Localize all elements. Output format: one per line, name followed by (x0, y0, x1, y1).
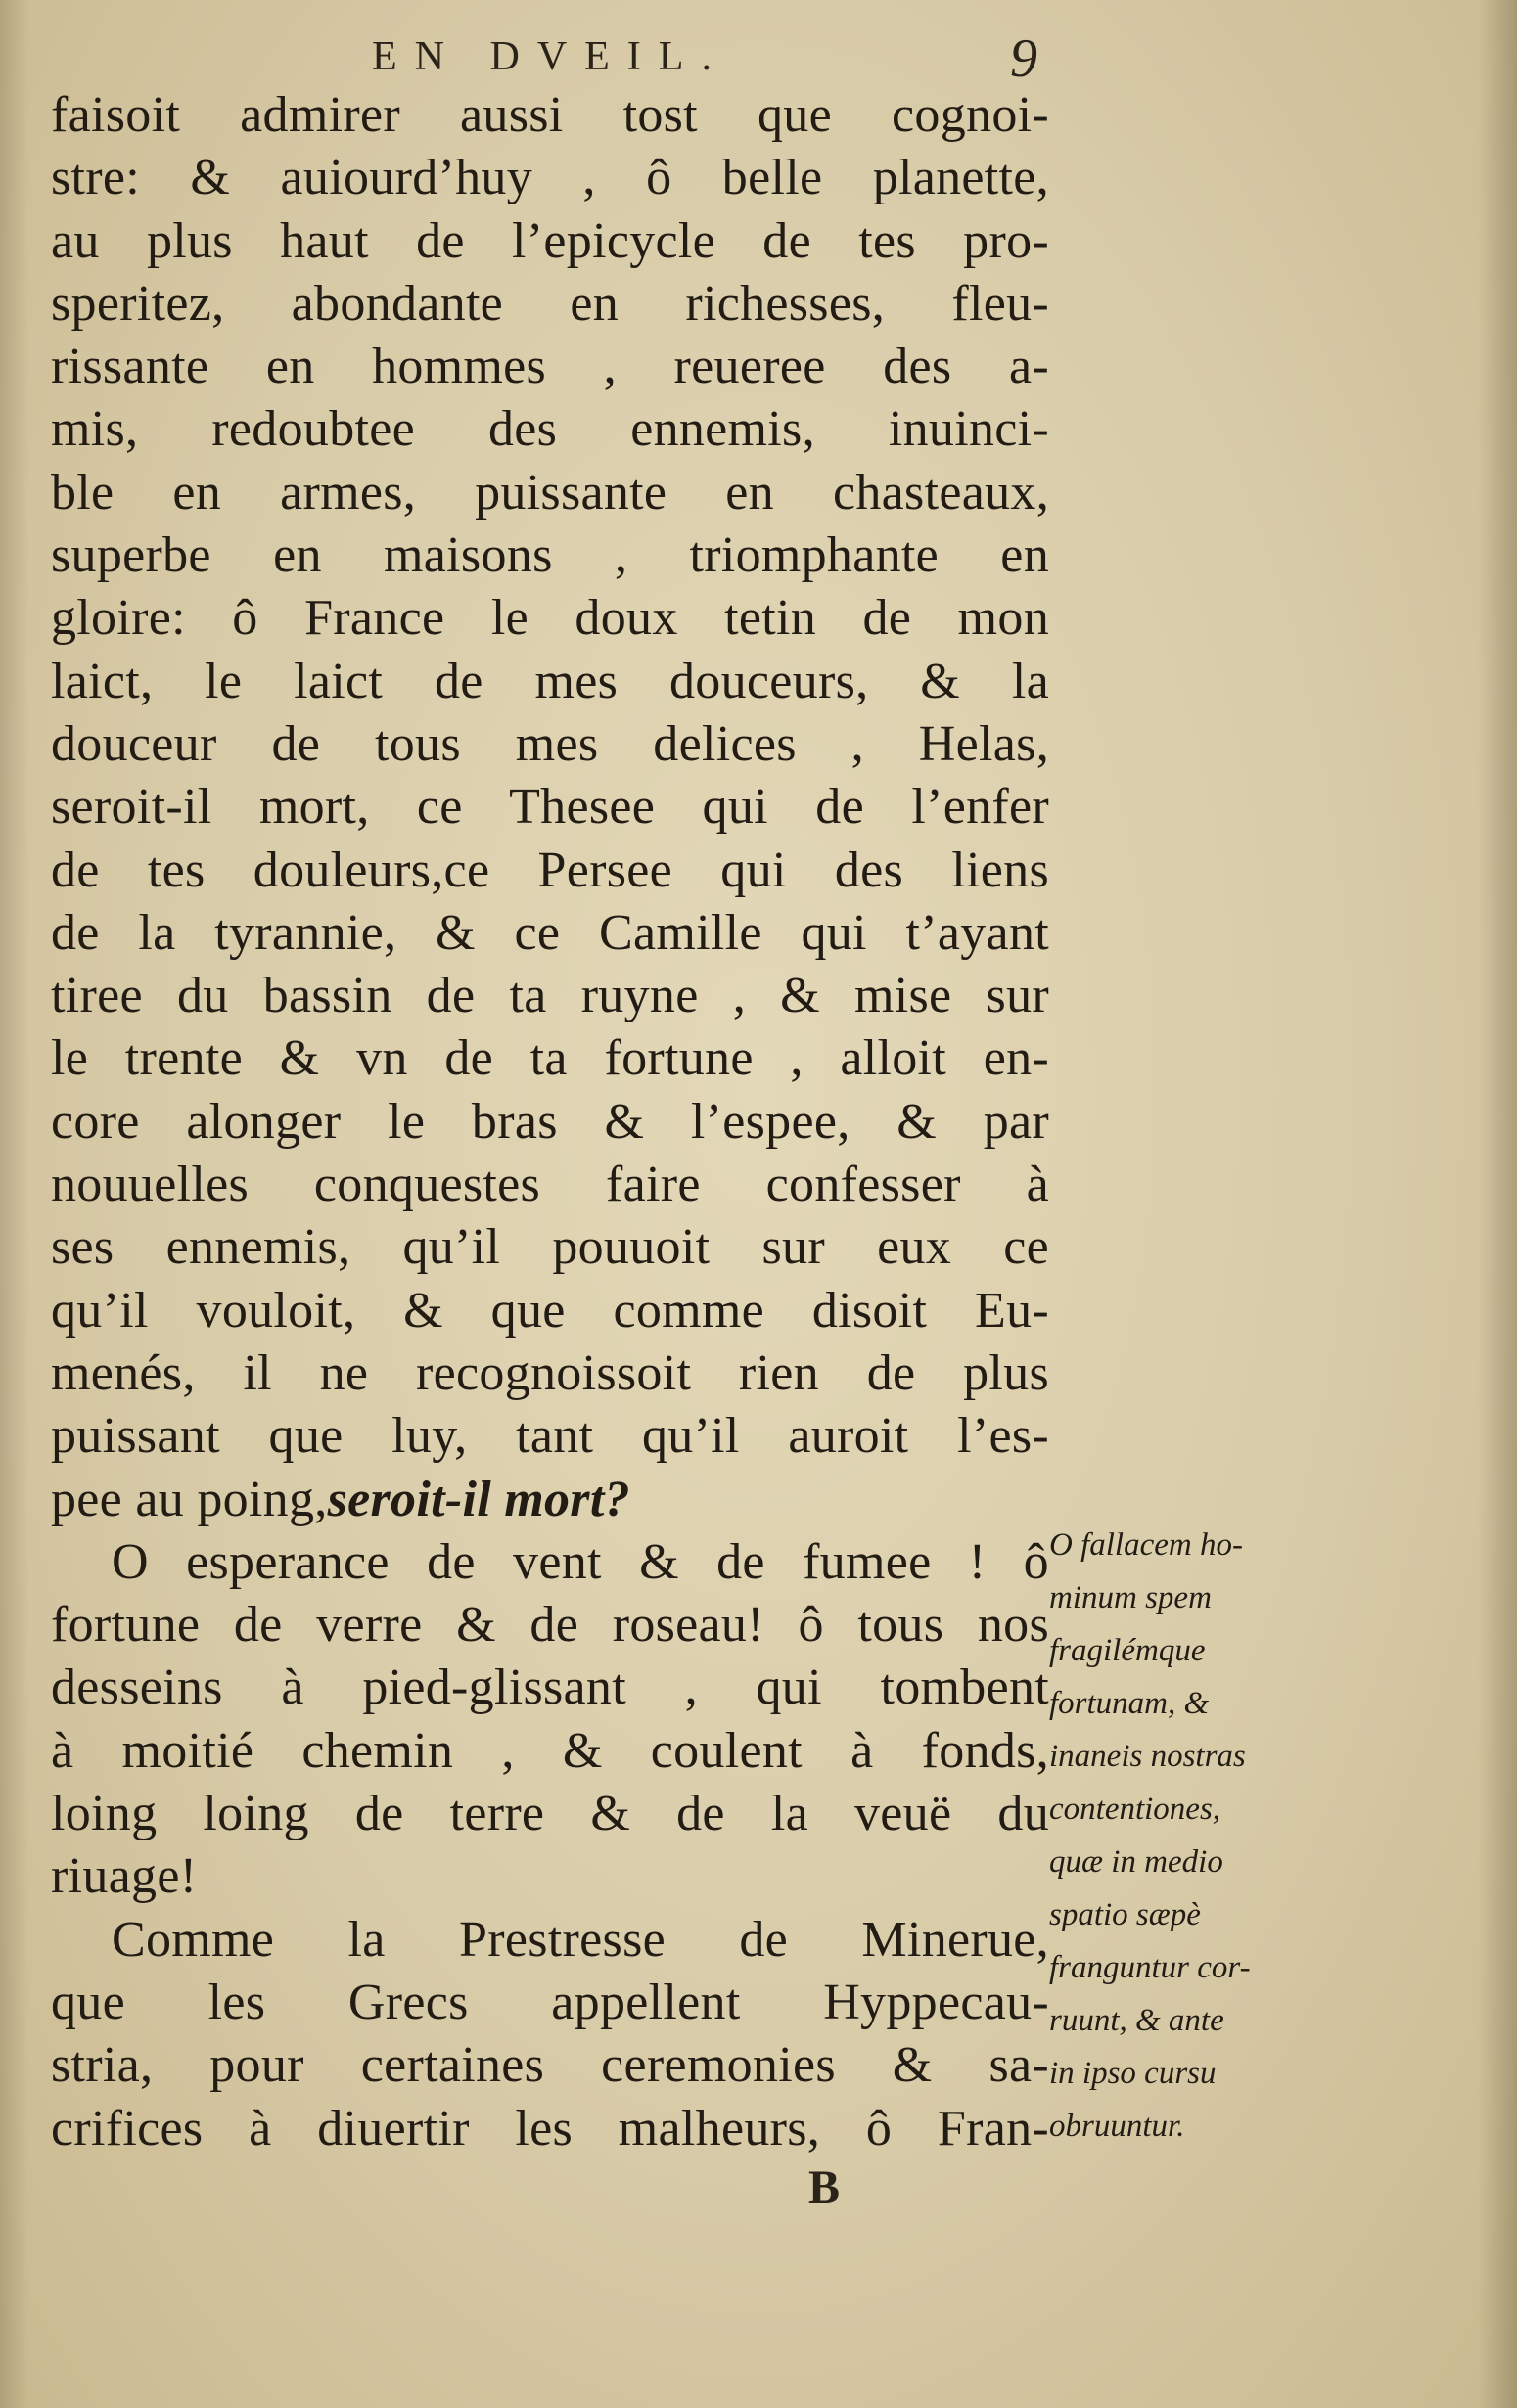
text-line: qu’il vouloit, & que comme disoit Eu- (51, 1282, 1049, 1339)
marginal-line: O fallacem ho- (1049, 1527, 1243, 1563)
marginal-line: ruunt, & ante (1049, 2003, 1224, 2038)
text-line: stre: & auiourd’huy , ô belle planette, (51, 150, 1049, 206)
text-line: seroit-il mort, ce Thesee qui de l’enfer (51, 779, 1049, 836)
text-line-with-italic (51, 1469, 1049, 1531)
paragraph-2-line: fortune de verre & de roseau! ô tous nos (51, 1597, 1049, 1654)
marginal-line: spatio sæpè (1049, 1897, 1201, 1932)
main-text-block (51, 84, 1049, 2160)
text-line: au plus haut de l’epicycle de tes pro- (51, 212, 1049, 269)
text-line: gloire: ô France le doux tetin de mon (51, 590, 1049, 647)
paragraph-3-line: Comme la Prestresse de Minerue, (112, 1911, 1049, 1968)
marginal-line: minum spem (1049, 1580, 1212, 1615)
gutter-shadow (0, 0, 29, 2408)
paragraph-3-line: stria, pour certaines ceremonies & sa- (51, 2037, 1049, 2094)
marginal-line: fragilémque (1049, 1633, 1206, 1668)
text-line: faisoit admirer aussi tost que cognoi- (51, 87, 1049, 143)
marginal-line: contentiones, (1049, 1792, 1221, 1827)
text-line: laict, le laict de mes douceurs, & la (51, 653, 1049, 709)
text-line: ses ennemis, qu’il pouuoit sur eux ce (51, 1219, 1049, 1276)
text-line: le trente & vn de ta fortune , alloit en- (51, 1030, 1049, 1087)
marginal-line: in ipso cursu (1049, 2056, 1217, 2091)
signature-mark: B (808, 2161, 841, 2213)
page-number: 9 (1010, 28, 1037, 89)
text-line: de tes douleurs,ce Persee qui des liens (51, 841, 1049, 898)
text-line: tiree du bassin de ta ruyne , & mise sur (51, 968, 1049, 1024)
marginal-note (1049, 1519, 1333, 2153)
paragraph-3-line: crifices à diuertir les malheurs, ô Fran- (51, 2100, 1049, 2157)
paragraph-3-line: que les Grecs appellent Hyppecau- (51, 1974, 1049, 2030)
paragraph-2-line: riuage! (51, 1848, 198, 1905)
paragraph-2-line: O esperance de vent & de fumee ! ô (112, 1533, 1049, 1590)
marginal-line: franguntur cor- (1049, 1950, 1251, 1985)
text-line: ble en armes, puissante en chasteaux, (51, 464, 1049, 521)
italic-phrase: seroit-il mort? (327, 1471, 630, 1527)
text-line: menés, il ne recognoissoit rien de plus (51, 1344, 1049, 1401)
marginal-line: inaneis nostras (1049, 1739, 1246, 1774)
paragraph-2-line: à moitié chemin , & coulent à fonds, (51, 1722, 1049, 1779)
marginal-line: fortunam, & (1049, 1686, 1210, 1721)
text-line: mis, redoubtee des ennemis, inuinci- (51, 401, 1049, 458)
paragraph-2-line: loing loing de terre & de la veuë du (51, 1786, 1049, 1842)
text-line: nouuelles conquestes faire confesser à (51, 1157, 1049, 1213)
page-header (372, 27, 1057, 89)
marginal-line: obruuntur. (1049, 2109, 1185, 2144)
paragraph-2-line: desseins à pied-glissant , qui tombent (51, 1659, 1049, 1716)
text-segment: pee au poing, (51, 1471, 328, 1527)
text-line: superbe en maisons , triomphante en (51, 527, 1049, 584)
text-line: puissant que luy, tant qu’il auroit l’es- (51, 1408, 1049, 1465)
text-line: core alonger le bras & l’espee, & par (51, 1093, 1049, 1150)
text-line: de la tyrannie, & ce Camille qui t’ayant (51, 904, 1049, 961)
text-line: rissante en hommes , reueree des a- (51, 339, 1049, 395)
marginal-line: quæ in medio (1049, 1844, 1223, 1880)
running-title: EN DVEIL. (372, 34, 729, 79)
text-line: douceur de tous mes delices , Helas, (51, 715, 1049, 772)
text-line: speritez, abondante en richesses, fleu- (51, 275, 1049, 332)
page-edge-shadow (1478, 0, 1517, 2408)
